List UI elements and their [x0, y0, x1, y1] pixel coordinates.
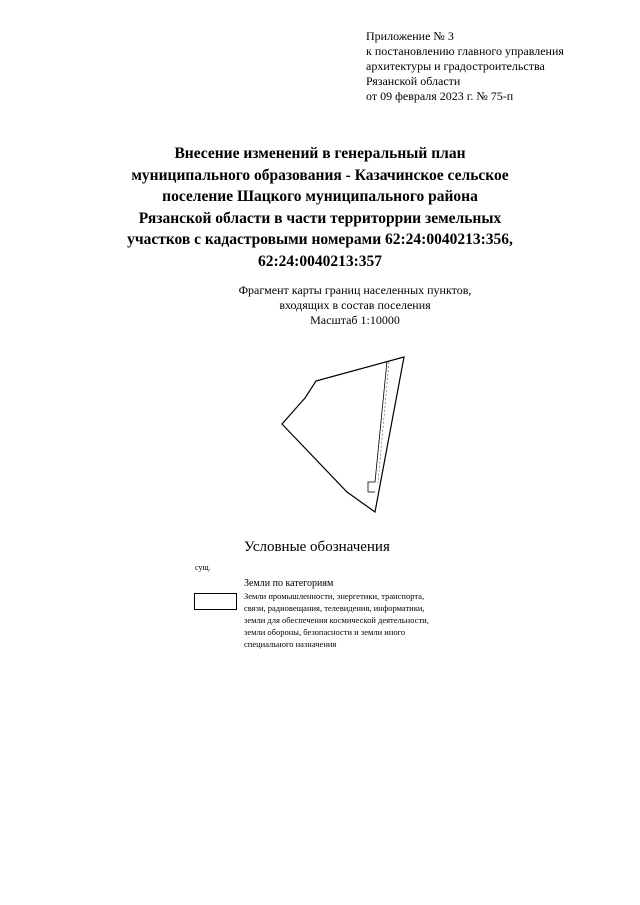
- legend-description: [244, 590, 474, 650]
- map-caption: [180, 283, 530, 328]
- map-fragment: [270, 350, 420, 520]
- legend-swatch: [194, 593, 237, 610]
- legend-title: Условные обозначения: [244, 539, 390, 555]
- title-line: участков с кадастровыми номерами 62:24:0040213:356,: [127, 231, 513, 248]
- map-scale: Масштаб 1:10000: [310, 313, 400, 327]
- appendix-line: Приложение № 3: [366, 29, 454, 43]
- legend-abbreviation: сущ.: [195, 563, 211, 572]
- title-line: поселение Шацкого муниципального района: [162, 188, 478, 205]
- title-line: Рязанской области в части территоррии земельных: [138, 209, 502, 227]
- appendix-line: к постановлению главного управления: [366, 44, 564, 58]
- legend-description-line: Земли промышленности, энергетики, транспорта,: [244, 591, 425, 601]
- settlement-boundary: [282, 357, 404, 512]
- legend-description-line: связи, радиовещания, телевидения, информатики,: [244, 603, 425, 613]
- caption-line: Фрагмент карты границ населенных пунктов,: [238, 283, 472, 297]
- legend-category-heading: Земли по категориям: [244, 578, 334, 589]
- appendix-line: архитектуры и градостроительства: [366, 59, 545, 73]
- title-line: муниципального образования - Казачинское сельское: [131, 166, 509, 184]
- caption-line: входящих в состав поселения: [279, 298, 431, 312]
- appendix-reference: [366, 29, 564, 104]
- title-line: Внесение изменений в генеральный план: [174, 145, 466, 162]
- land-plot-line: [368, 361, 387, 492]
- legend-description-line: специального назначения: [244, 639, 337, 649]
- title-line: 62:24:0040213:357: [258, 252, 382, 270]
- appendix-line: Рязанской области: [366, 74, 461, 88]
- appendix-line: от 09 февраля 2023 г. № 75-п: [366, 89, 514, 103]
- document-title: [100, 143, 540, 272]
- legend-description-line: земли для обеспечения космической деятельности,: [244, 615, 429, 625]
- legend-description-line: земли обороны, безопасности и земли иного: [244, 627, 406, 637]
